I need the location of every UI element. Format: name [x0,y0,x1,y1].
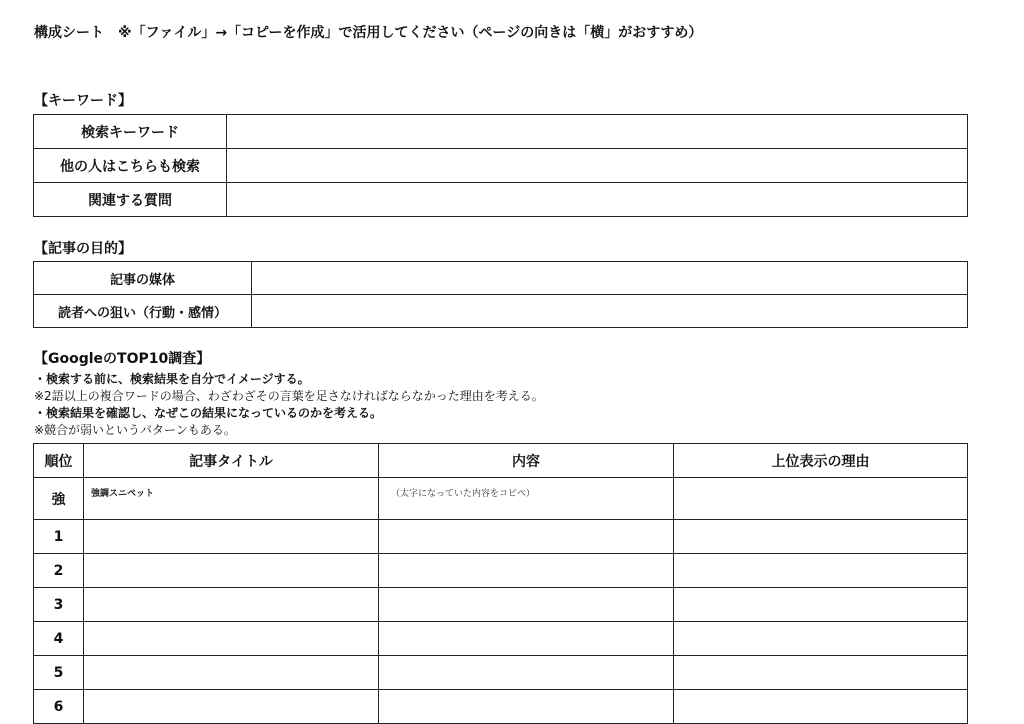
col-header-rank: 順位 [34,444,84,478]
col-header-content: 内容 [379,444,674,478]
reason-cell[interactable] [674,690,968,724]
title-cell[interactable] [84,622,379,656]
reason-cell[interactable] [674,622,968,656]
title-cell[interactable]: 強調スニペット [84,478,379,520]
table-header-row [34,444,968,478]
keyword-value-cell[interactable] [227,115,968,149]
note-line: ・検索結果を確認し、なぜこの結果になっているのかを考える。 [34,406,383,420]
reason-cell[interactable] [674,554,968,588]
keyword-label: 検索キーワード [34,115,227,149]
top10-table [33,443,968,724]
keywords-table [33,114,968,217]
title-cell[interactable] [84,520,379,554]
table-row [34,295,968,328]
rank-cell: 2 [34,554,84,588]
purpose-table [33,261,968,328]
keywords-heading: 【キーワード】 [34,93,132,109]
title-cell[interactable] [84,656,379,690]
content-cell[interactable] [379,588,674,622]
note-line: ・検索する前に、検索結果を自分でイメージする。 [34,372,310,386]
table-row [34,622,968,656]
rank-cell: 3 [34,588,84,622]
table-row [34,149,968,183]
top10-heading: 【GoogleのTOP10調査】 [34,351,211,367]
table-row [34,183,968,217]
reason-cell[interactable] [674,588,968,622]
table-row [34,656,968,690]
col-header-reason: 上位表示の理由 [674,444,968,478]
table-row [34,588,968,622]
title-cell[interactable] [84,690,379,724]
related-questions-value-cell[interactable] [227,183,968,217]
reader-aim-label: 読者への狙い（行動・感情） [34,295,252,328]
related-questions-label: 関連する質問 [34,183,227,217]
rank-cell: 4 [34,622,84,656]
rank-cell: 1 [34,520,84,554]
table-row [34,478,968,520]
table-row [34,115,968,149]
reason-cell[interactable] [674,656,968,690]
rank-cell: 5 [34,656,84,690]
table-row [34,554,968,588]
media-value-cell[interactable] [252,262,968,295]
rank-cell: 6 [34,690,84,724]
reader-aim-value-cell[interactable] [252,295,968,328]
content-cell[interactable] [379,690,674,724]
top10-notes [34,371,544,439]
content-cell[interactable]: （太字になっていた内容をコピペ） [379,478,674,520]
related-search-value-cell[interactable] [227,149,968,183]
table-row [34,690,968,724]
title-cell[interactable] [84,588,379,622]
media-label: 記事の媒体 [34,262,252,295]
col-header-title: 記事タイトル [84,444,379,478]
rank-cell: 強 [34,478,84,520]
reason-cell[interactable] [674,520,968,554]
content-cell[interactable] [379,656,674,690]
related-search-label: 他の人はこちらも検索 [34,149,227,183]
note-line: ※競合が弱いというパターンもある。 [34,423,236,437]
page-title: 構成シート ※「ファイル」→「コピーを作成」で活用してください（ページの向きは「横」がおすすめ） [34,25,703,41]
reason-cell[interactable] [674,478,968,520]
table-row [34,520,968,554]
content-cell[interactable] [379,622,674,656]
content-cell[interactable] [379,520,674,554]
content-cell[interactable] [379,554,674,588]
note-line: ※2語以上の複合ワードの場合、わざわざその言葉を足さなければならなかった理由を考える。 [34,389,544,403]
purpose-heading: 【記事の目的】 [34,241,132,257]
title-cell[interactable] [84,554,379,588]
table-row [34,262,968,295]
